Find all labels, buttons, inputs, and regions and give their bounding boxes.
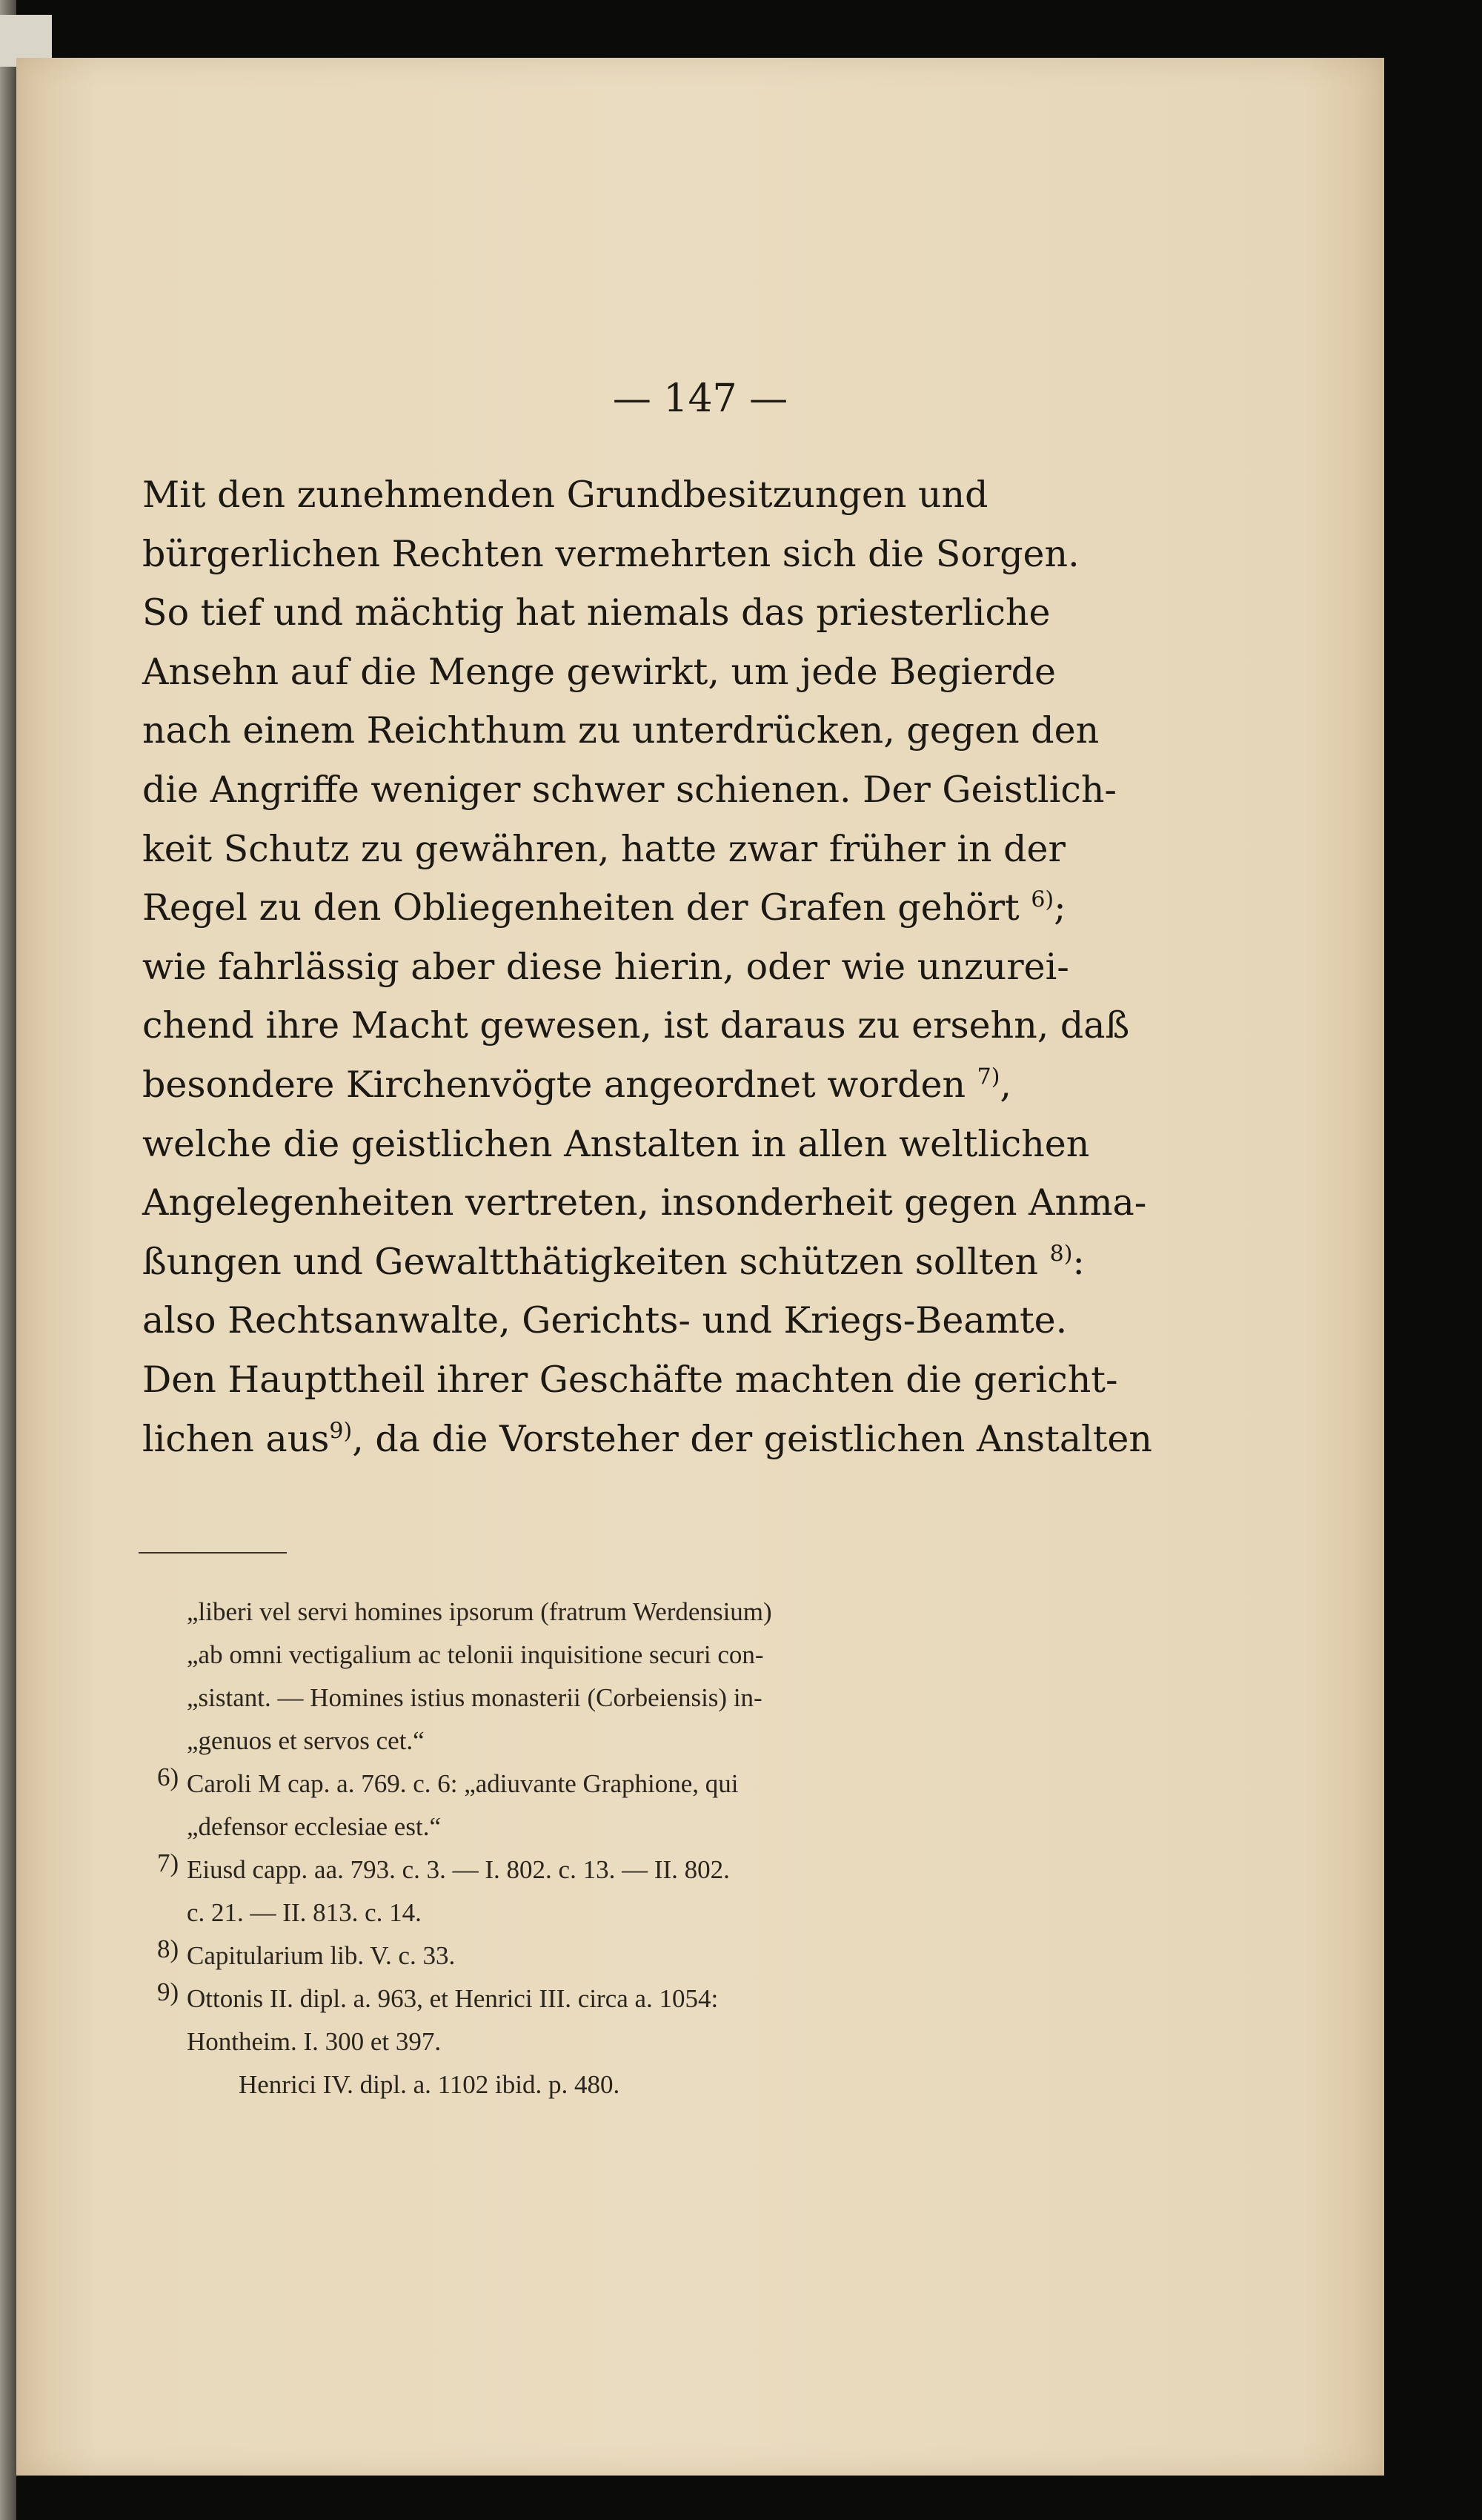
footnote-ref: 7) xyxy=(977,1064,1000,1090)
body-line: die Angriffe weniger schwer schienen. Der Geistlich- xyxy=(142,768,1117,811)
footnote-ref: 8) xyxy=(1049,1241,1073,1267)
footnotes xyxy=(157,1591,1091,2106)
footnote-ref: 6) xyxy=(1031,886,1054,913)
body-line: Angelegenheiten vertreten, insonderheit gegen Anma- xyxy=(142,1181,1147,1224)
footnote-7: 7) Eiusd capp. aa. 793. c. 3. — I. 802. c. 13. — II. 802. c. 21. — II. 813. c. 14. xyxy=(157,1848,730,1927)
footnote-number: 8) xyxy=(157,1934,179,1963)
body-line: besondere Kirchenvögte angeordnet worden $^{7)}$, xyxy=(142,1063,1011,1106)
body-line: Mit den zunehmenden Grundbesitzungen und xyxy=(142,474,988,516)
body-line: Ansehn auf die Menge gewirkt, um jede Begierde xyxy=(142,650,1057,693)
footnote-separator xyxy=(139,1552,287,1554)
body-line: nach einem Reichthum zu unterdrücken, gegen den xyxy=(142,709,1100,752)
footnote-8: 8) Capitularium lib. V. c. 33. xyxy=(157,1934,456,1970)
footnote-ref: 9) xyxy=(329,1418,353,1445)
footnote-number: 9) xyxy=(157,1977,179,2006)
body-line: also Rechtsanwalte, Gerichts- und Kriegs-Beamte. xyxy=(142,1299,1068,1342)
body-line: welche die geistlichen Anstalten in allen weltlichen xyxy=(142,1122,1090,1165)
footnote-continuation: „liberi vel servi homines ipsorum (fratrum Werdensium) „ab omni vectigalium ac telonii inquisitione securi con- „sistant. — Homines istius monasterii (Corbeiensis) in- „genuos et servos cet.“ xyxy=(187,1597,772,1755)
body-line: chend ihre Macht gewesen, ist daraus zu ersehn, daß xyxy=(142,1004,1130,1047)
body-line: Den Haupttheil ihrer Geschäfte machten die gericht- xyxy=(142,1358,1118,1401)
body-line: bürgerlichen Rechten vermehrten sich die Sorgen. xyxy=(142,532,1080,575)
footnote-6: 6) Caroli M cap. a. 769. c. 6: „adiuvante Graphione, qui „defensor ecclesiae est.“ xyxy=(157,1763,739,1841)
footnote-9: 9) Ottonis II. dipl. a. 963, et Henrici III. circa a. 1054: Hontheim. I. 300 et 397. Henrici IV. dipl. a. 1102 ibid. p. 480. xyxy=(157,1977,719,2099)
footnote-number: 7) xyxy=(157,1848,179,1877)
body-line: Regel zu den Obliegenheiten der Grafen gehört $^{6)}$; xyxy=(142,886,1066,929)
body-line: lichen aus$^{9)}$, da die Vorsteher der geistlichen Anstalten xyxy=(142,1417,1152,1460)
body-text xyxy=(142,465,1152,1468)
footnote-number: 6) xyxy=(157,1763,179,1791)
body-line: wie fahrlässig aber diese hierin, oder wie unzurei- xyxy=(142,945,1069,988)
page-number: — 147 — xyxy=(612,377,788,421)
body-line: ßungen und Gewaltthätigkeiten schützen sollten $^{8)}$: xyxy=(142,1240,1085,1283)
scan-edge xyxy=(0,0,16,2520)
book-page xyxy=(16,58,1384,2476)
body-line: keit Schutz zu gewähren, hatte zwar früher in der xyxy=(142,827,1066,870)
body-line: So tief und mächtig hat niemals das priesterliche xyxy=(142,591,1051,634)
